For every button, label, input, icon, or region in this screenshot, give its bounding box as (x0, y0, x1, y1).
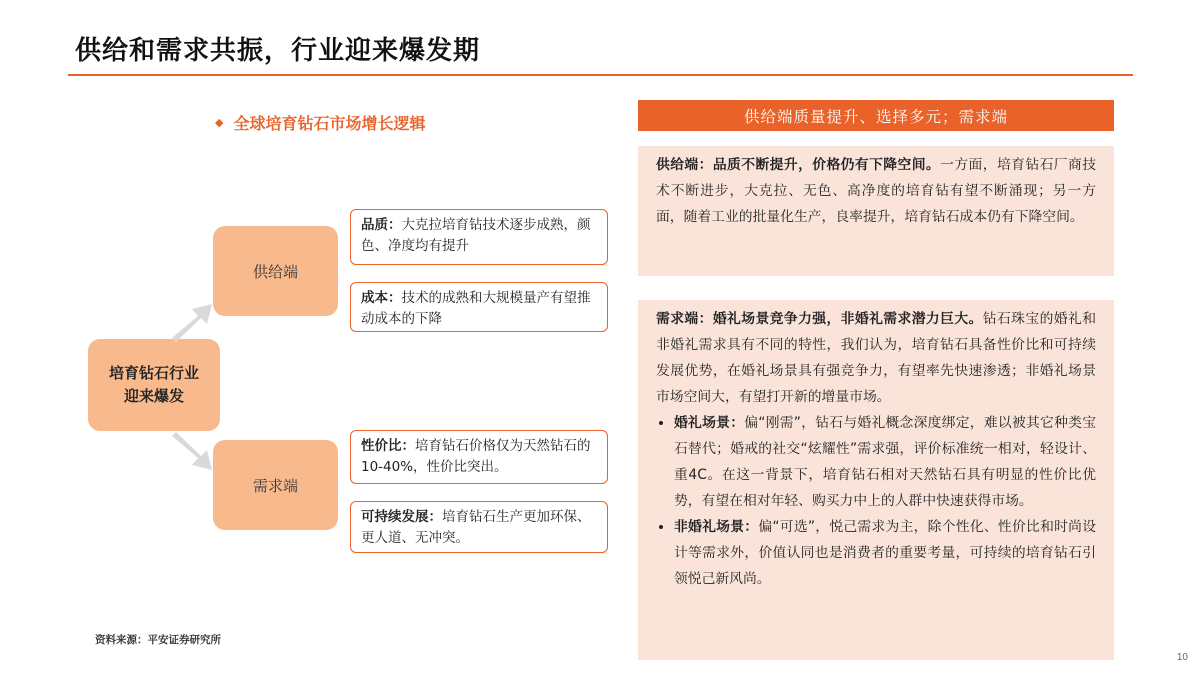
box-label: 可持续发展： (361, 509, 442, 525)
box-text: 技术的成熟和大规模量产有望推动成本的下降 (361, 290, 591, 327)
diamond-bullet-icon: ◆ (215, 116, 224, 129)
list-item (674, 410, 1096, 514)
source-note: 资料来源：平安证券研究所 (95, 634, 221, 646)
bullet-label: 非婚礼场景： (674, 519, 759, 535)
demand-panel-lead: 需求端：婚礼场景竞争力强，非婚礼需求潜力巨大。 (656, 311, 983, 327)
root-node (88, 339, 220, 431)
page-number: 10 (1176, 652, 1188, 663)
left-heading (215, 111, 425, 134)
box-label: 品质： (361, 217, 402, 233)
supply-panel-lead: 供给端：品质不断提升，价格仍有下降空间。 (656, 157, 941, 173)
box-text: 培育钻石生产更加环保、更人道、无冲突。 (361, 509, 591, 546)
left-heading-text: 全球培育钻石市场增长逻辑 (233, 114, 426, 133)
demand-panel-text: 钻石珠宝的婚礼和非婚礼需求具有不同的特性，我们认为，培育钻石具备性价比和可持续发展优势，在婚礼场景具有强竞争力，有望率先快速渗透；非婚礼场景市场空间大，有望打开新的增量市场。 (656, 311, 1097, 405)
box-text: 大克拉培育钻技术逐步成熟，颜色、净度均有提升 (361, 217, 591, 254)
supply-node: 供给端 (213, 226, 338, 316)
supply-panel-text: 一方面，培育钻石厂商技术不断进步，大克拉、无色、高净度的培育钻有望不断涌现；另一方面，随着工业的批量化生产，良率提升，培育钻石成本仍有下降空间。 (656, 157, 1097, 225)
right-header: 供给端质量提升、选择多元；需求端 (638, 100, 1114, 131)
supply-panel (638, 146, 1114, 276)
sustainability-box (350, 501, 608, 553)
demand-panel (638, 300, 1114, 660)
title-divider (68, 74, 1133, 76)
box-label: 成本： (361, 290, 402, 306)
root-node-line2: 迎来爆发 (123, 387, 184, 405)
slide-title: 供给和需求共振，行业迎来爆发期 (75, 36, 481, 66)
box-text: 培育钻石价格仅为天然钻石的10-40%，性价比突出。 (361, 438, 591, 475)
bullet-text: 偏“刚需”，钻石与婚礼概念深度绑定，难以被其它种类宝石替代；婚戒的社交“炫耀性”需求强，评价标准统一相对，轻设计、重4C。在这一背景下，培育钻石相对天然钻石具有明显的性价比优势，有望在相对年轻、购买力中上的人群中快速获得市场。 (674, 415, 1096, 509)
arrow-up-icon (168, 300, 218, 342)
arrow-down-icon (168, 432, 218, 474)
list-item (674, 514, 1096, 592)
cost-box (350, 282, 608, 332)
demand-bullet-list (656, 410, 1096, 592)
value-box (350, 430, 608, 484)
bullet-label: 婚礼场景： (674, 415, 745, 431)
demand-node: 需求端 (213, 440, 338, 530)
root-node-line1: 培育钻石行业 (108, 363, 199, 382)
bullet-text: 偏“可选”，悦己需求为主，除个性化、性价比和时尚设计等需求外，价值认同也是消费者的重要考量，可持续的培育钻石引领悦己新风尚。 (674, 519, 1097, 587)
box-label: 性价比： (361, 438, 415, 454)
quality-box (350, 209, 608, 265)
